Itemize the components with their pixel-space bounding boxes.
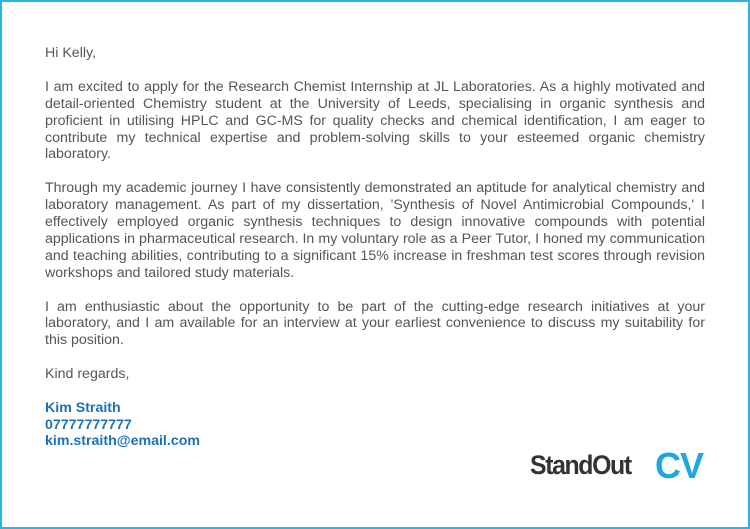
logo-standout: StandOut [530, 450, 631, 480]
signature-email: kim.straith@email.com [45, 433, 200, 450]
paragraph-experience: Through my academic journey I have consistently demonstrated an aptitude for analytical chemistry and laboratory management. As part of my dissertation, 'Synthesis of Novel Antimicrobial Compounds,' I effectively employed organic synthesis techniques to design innovative compounds with potential applications in pharmaceutical research. In my voluntary role as a Peer Tutor, I honed my communication and teaching abilities, contributing to a significant 15% increase in freshman test scores through revision workshops and tailored study materials. [45, 180, 705, 281]
signature-block [45, 400, 705, 450]
signature-phone: 07777777777 [45, 416, 132, 433]
paragraph-intro: I am excited to apply for the Research Chemist Internship at JL Laboratories. As a highly motivated and detail-oriented Chemistry student at the University of Leeds, specialising in organic synthesis and proficient in utilising HPLC and GC-MS for quality checks and chemical identification, I am eager to contribute my technical expertise and problem-solving skills to your esteemed organic chemistry laboratory. [45, 78, 705, 163]
letter-body [45, 45, 705, 450]
logo-cv: CV [655, 445, 704, 486]
signature-name: Kim Straith [45, 399, 121, 416]
closing: Kind regards, [45, 366, 130, 383]
greeting: Hi Kelly, [45, 45, 96, 61]
paragraph-closing: I am enthusiastic about the opportunity to be part of the cutting-edge research initiatives at your laboratory, and I am available for an interview at your earliest convenience to discuss my suitability for this position. [45, 298, 705, 349]
standout-cv-logo [530, 445, 704, 486]
